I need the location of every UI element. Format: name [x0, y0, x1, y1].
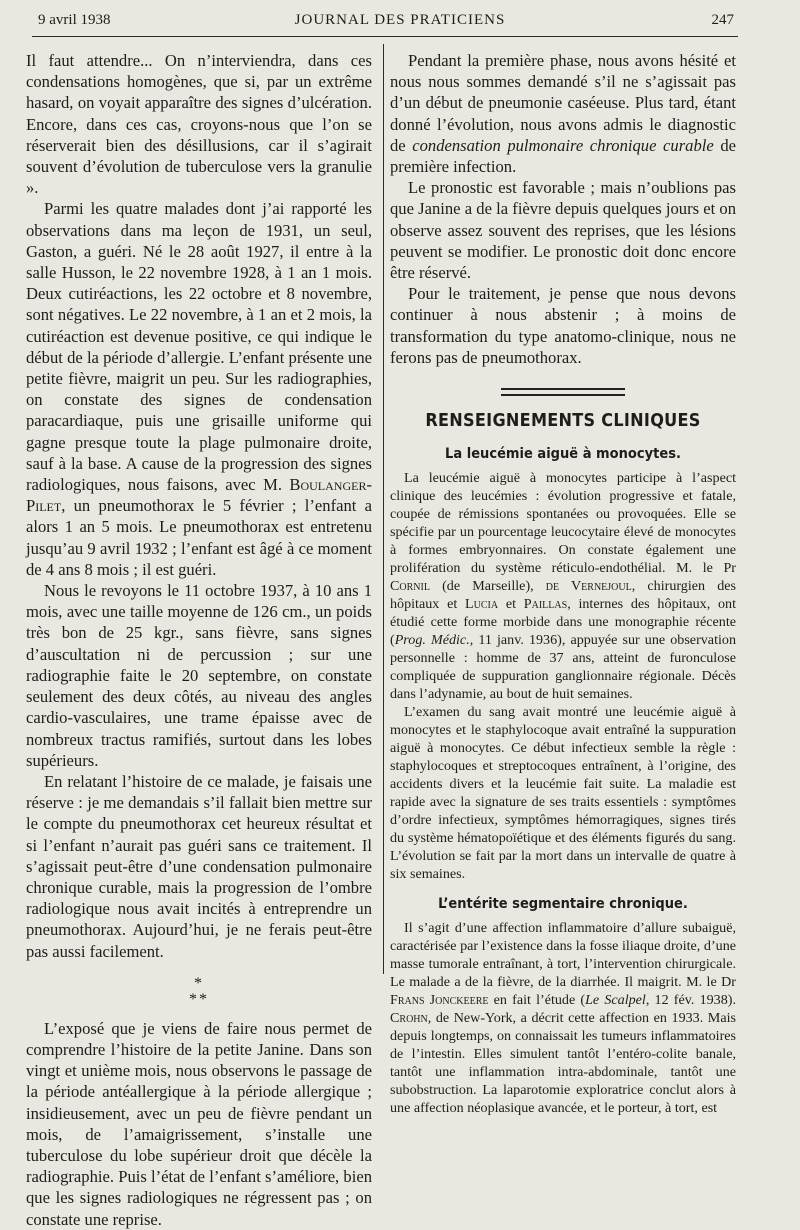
article-leucemie — [390, 445, 736, 883]
paragraph-text: , 11 janv. 1936), appuyée sur une observation personnelle : homme de 37 ans, atteint de furonculose compliquée de suppuration ganglionnaire régionale. Décès dans l’adynamie, au bout de huit semaines. — [390, 632, 736, 703]
paragraph-text: , un pneumothorax le 5 février ; l’enfant a alors 1 an 5 mois. Le pneumothorax est entretenu jusqu’au 9 avril 1932 ; l’enfant est âgé à ce moment de 4 ans 8 mois ; il est guéri. — [26, 496, 372, 579]
article-enterite — [390, 895, 736, 1117]
paragraph: Il faut attendre... On n’interviendra, dans ces condensations homogènes, que si, par un extrême hasard, on voyait apparaître des signes d’ulcération. Encore, dans ces cas, croyons-nous que l’on se réserverait bien des désillusions, car il s’agirait souvent d’évolution de tuberculose vers la granulie ». — [26, 51, 372, 198]
paragraph: Le pronostic est favorable ; mais n’oublions pas que Janine a de la fièvre depuis quelques jours et on observe assez souvent des reprises, que les lésions peuvent se modifier. Le pronostic doit donc encore être réservé. — [390, 178, 736, 283]
paragraph: Pour le traitement, je pense que nous devons continuer à nous abstenir ; à moins de transformation du type anatomo-clinique, nous ne ferons pas de pneumothorax. — [390, 284, 736, 367]
paragraph-text: , chirurgien des hôpitaux et — [390, 578, 736, 613]
person-name: Frans Jonckeere — [390, 992, 489, 1009]
paragraph — [390, 50, 736, 177]
paragraph: L’exposé que je viens de faire nous permet de comprendre l’histoire de la petite Janine. Dans son vingt et unième mois, nous observons le passage de la période antéallergique à la période allergique ; insidieusement, avec un peu de fièvre pendant un mois, de l’amaigrissement, s’installe une tuberculose du lobe supérieur droit que décèle la radiographie. Puis l’état de l’enfant s’améliore, bien que les signes radiologiques ne régressent pas ; on constate une reprise. — [26, 1018, 372, 1229]
article-title: L’entérite segmentaire chronique. — [438, 896, 688, 913]
article-title: La leucémie aiguë à monocytes. — [445, 446, 681, 463]
person-name: Boulanger-Pilet — [26, 475, 372, 516]
section-separator — [26, 976, 372, 1008]
paragraph-text: Il s’agit d’une affection inflammatoire d’allure subaiguë, caractérisée par l’existence dans la fosse iliaque droite, d’une masse tumorale entraînant, à tort, l’intervention chirurgicale. Le malade a de la fièvre, de la diarrhée. Il maigrit. M. le Dr — [390, 920, 736, 991]
paragraph — [390, 469, 736, 703]
person-name: Paillas — [523, 596, 568, 613]
person-name: Lucia — [465, 596, 499, 613]
paragraph: Nous le revoyons le 11 octobre 1937, à 10 ans 1 mois, avec une taille moyenne de 126 cm., un poids très bon de 25 kgr., sans fièvre, sans signes d’auscultation ni de percussion ; sur une radiographie faite le 20 septembre, on constate seulement des deux côtés, au niveau des angles cardio-vasculaires, une trame épaisse avec de nombreux tractus ramifiés, surtout dans les lobes supérieurs. — [26, 581, 372, 770]
page-number: 247 — [711, 12, 734, 28]
paragraph-text: , de New-York, a décrit cette affection en 1933. Mais depuis longtemps, on connaissait les tumeurs inflammatoires de l’intestin. Elles simulent tantôt l’entéro-colite banale, tantôt une inflammation intra-abdominale, tantôt une subobstruction. La laparotomie exploratrice conclut alors à une affection néoplasique avancée, et le porteur, à tort, est — [390, 1010, 736, 1117]
column-divider — [383, 44, 384, 974]
journal-reference: Le Scalpel — [585, 992, 646, 1009]
paragraph-text: de première infection. — [390, 135, 736, 177]
paragraph: L’examen du sang avait montré une leucémie aiguë à monocytes et le staphylocoque avait entraîné la suppuration aiguë à monocytes. Ce début infectieux semble la règle : staphylocoques et streptocoques entraînent, à l’origine, des accidents divers et la leucémie fait suite. La maladie est rapide avec la signature de ses traits essentiels : symptômes d’ordre infectieux, symptômes hémorragiques, signes tirés du système hématopoïétique et des éléments figurés du sang. L’évolution se fait par la mort dans un intervalle de quatre à six semaines. — [390, 704, 736, 883]
section-title: RENSEIGNEMENTS CLINIQUES — [425, 411, 701, 432]
paragraph-text: La leucémie aiguë à monocytes participe à l’aspect clinique des leucémies : évolution progressive et fatale, coupée de rémissions spontanées ou provoquées. Elle se spécifie par un pourcentage leucocytaire élevé de monocytes à formes embryonnaires. On constate également une prolifération du système réticulo-endothélial. M. le Pr — [390, 470, 736, 577]
issue-date: 9 avril 1938 — [38, 12, 111, 28]
right-column — [390, 50, 736, 1117]
paragraph — [390, 919, 736, 1117]
paragraph-text: , internes des hôpitaux, ont étudié cette forme morbide dans une monographie récente ( — [390, 596, 737, 649]
paragraph-text: en fait l’étude ( — [488, 992, 586, 1009]
paragraph: En relatant l’histoire de ce malade, je faisais une réserve : je me demandais s’il fallait bien mettre sur le compte du pneumothorax cet heureux résultat et si l’enfant n’aurait pas guéri sans ce traitement. Il s’agissait peut-être d’une condensation pulmonaire chronique curable, mais la progression de l’ombre radiologique nous avait incités à entreprendre un pneumothorax. Aujourd’hui, je ne ferais peut-être pas aussi facilement. — [26, 771, 372, 961]
diagnosis-term: condensation pulmonaire chronique curable — [412, 135, 714, 155]
separator-star: * — [194, 974, 204, 992]
person-name: Crohn — [390, 1010, 428, 1027]
paragraph-text: Pendant la première phase, nous avons hésité et nous nous sommes demandé s’il ne s’agissait pas d’un début de pneumonie caséeuse. Plus tard, étant donné l’évolution, nous avons admis le diagnostic de — [390, 51, 736, 155]
paragraph-text: (de Marseille), — [429, 578, 546, 595]
person-name: Cornil — [390, 578, 430, 595]
double-rule — [501, 388, 625, 396]
paragraph — [26, 198, 372, 580]
journal-reference: Prog. Médic. — [394, 632, 470, 649]
journal-title: JOURNAL DES PRATICIENS — [294, 12, 506, 28]
person-name: de Vernejoul — [545, 578, 632, 595]
paragraph-text: Parmi les quatre malades dont j’ai rapporté les observations dans ma leçon de 1931, un seul, Gaston, a guéri. Né le 28 août 1927, il entre à la salle Husson, le 22 novembre 1928, à 1 an 1 mois. Deux cutiréactions, les 22 octobre et 8 novembre, sont négatives. Le 22 novembre, à 1 an et 2 mois, la cutiréaction est devenue positive, ce qui indique le début de la période d’allergie. L’enfant présente une petite fièvre, maigrit un peu. Sur les radiographies, on constate des signes de condensation paracardiaque, puis une grisaille uniforme qui gagne presque toute la plage pulmonaire droite, sauf à la base. A cause de la progression des signes radiologiques, nous faisons, avec M. — [26, 199, 372, 495]
header-rule — [32, 36, 738, 37]
paragraph-text: et — [498, 596, 524, 613]
separator-stars: ** — [189, 990, 209, 1008]
left-column — [26, 50, 372, 1230]
paragraph-text: , 12 fév. 1938). — [645, 992, 736, 1009]
